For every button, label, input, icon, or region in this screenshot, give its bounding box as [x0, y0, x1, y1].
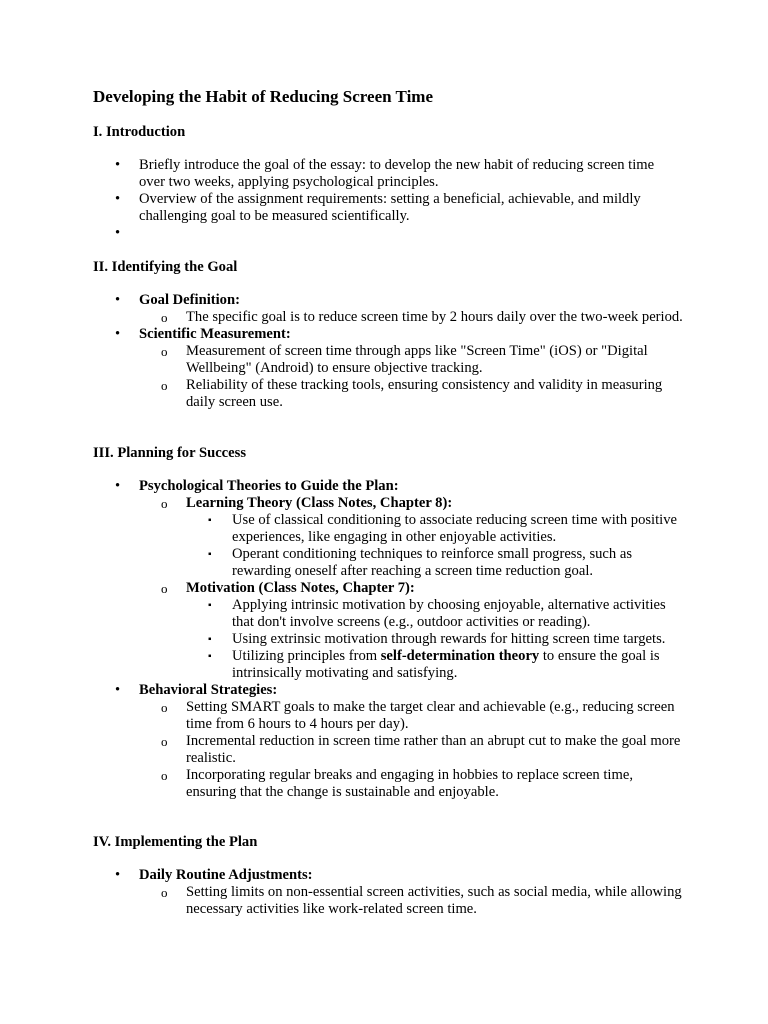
implementing-list	[93, 867, 683, 918]
list-item: • Overview of the assignment requirements: setting a beneficial, achievable, and mildly challenging goal to be measured scientifically.	[115, 191, 641, 224]
list-item: o Measurement of screen time through apps like "Screen Time" (iOS) or "Digital Wellbeing" (Android) to ensure objective tracking.	[161, 343, 648, 376]
identifying-goal-list	[93, 292, 683, 411]
square-bullet-icon: ▪	[208, 651, 212, 662]
list-item: o Incremental reduction in screen time rather than an abrupt cut to make the goal more realistic.	[161, 733, 681, 766]
list-item-theories: • Psychological Theories to Guide the Plan:	[115, 478, 399, 494]
bullet-icon: •	[115, 157, 121, 173]
circle-bullet-icon: o	[161, 768, 168, 783]
square-bullet-icon: ▪	[208, 515, 212, 526]
section-heading-introduction: I. Introduction	[93, 124, 186, 140]
list-item: ▪ Applying intrinsic motivation by choosing enjoyable, alternative activities that don't involve screens (e.g., outdoor activities or reading).	[208, 597, 666, 630]
list-item-motivation: o Motivation (Class Notes, Chapter 7):	[161, 580, 415, 596]
circle-bullet-icon: o	[161, 700, 168, 715]
list-item-goal-definition: • Goal Definition:	[115, 292, 240, 308]
circle-bullet-icon: o	[161, 885, 168, 900]
bullet-icon: •	[115, 682, 121, 698]
circle-bullet-icon: o	[161, 378, 168, 393]
section-heading-implementing: IV. Implementing the Plan	[93, 834, 258, 850]
list-item: o Incorporating regular breaks and engaging in hobbies to replace screen time, ensuring that the change is sustainable and enjoyable.	[161, 767, 633, 800]
list-item-empty	[93, 225, 683, 242]
list-item-daily-routine: • Daily Routine Adjustments:	[115, 867, 313, 883]
circle-bullet-icon: o	[161, 344, 168, 359]
list-item: ▪ Use of classical conditioning to associate reducing screen time with positive experiences, like engaging in other enjoyable activities.	[208, 512, 677, 545]
list-item-learning-theory: o Learning Theory (Class Notes, Chapter 8):	[161, 495, 453, 511]
bullet-icon: •	[115, 478, 121, 494]
square-bullet-icon: ▪	[208, 549, 212, 560]
square-bullet-icon: ▪	[208, 634, 212, 645]
section-heading-identifying-goal: II. Identifying the Goal	[93, 259, 238, 275]
list-item-self-determination: ▪ Utilizing principles from self-determination theory to ensure the goal is intrinsically motivating and satisfying.	[208, 648, 660, 681]
list-item: ▪ Operant conditioning techniques to reinforce small progress, such as rewarding oneself after reaching a screen time reduction goal.	[208, 546, 633, 579]
bullet-icon: •	[115, 326, 121, 342]
bullet-icon: •	[115, 292, 121, 308]
list-item: o Setting limits on non-essential screen activities, such as social media, while allowing necessary activities like work-related screen time.	[161, 884, 682, 917]
bullet-icon: •	[115, 867, 121, 883]
planning-list	[93, 478, 683, 801]
list-item: o Setting SMART goals to make the target clear and achievable (e.g., reducing screen time from 6 hours to 4 hours per day).	[161, 699, 675, 732]
list-item: • Briefly introduce the goal of the essay: to develop the new habit of reducing screen time over two weeks, applying psychological principles.	[115, 157, 655, 190]
list-item-behavioral: • Behavioral Strategies:	[115, 682, 278, 698]
section-heading-planning: III. Planning for Success	[93, 445, 246, 461]
circle-bullet-icon: o	[161, 734, 168, 749]
bullet-icon: •	[115, 225, 121, 241]
list-item: o The specific goal is to reduce screen time by 2 hours daily over the two-week period.	[161, 309, 683, 325]
circle-bullet-icon: o	[161, 310, 168, 325]
list-item: ▪ Using extrinsic motivation through rewards for hitting screen time targets.	[208, 631, 666, 647]
introduction-list	[93, 157, 683, 242]
square-bullet-icon: ▪	[208, 600, 212, 611]
bullet-icon: •	[115, 191, 121, 207]
list-item-scientific-measurement: • Scientific Measurement:	[115, 326, 291, 342]
document-title: Developing the Habit of Reducing Screen Time	[93, 87, 433, 106]
circle-bullet-icon: o	[161, 496, 168, 511]
list-item: o Reliability of these tracking tools, ensuring consistency and validity in measuring daily screen use.	[161, 377, 663, 410]
circle-bullet-icon: o	[161, 581, 168, 596]
